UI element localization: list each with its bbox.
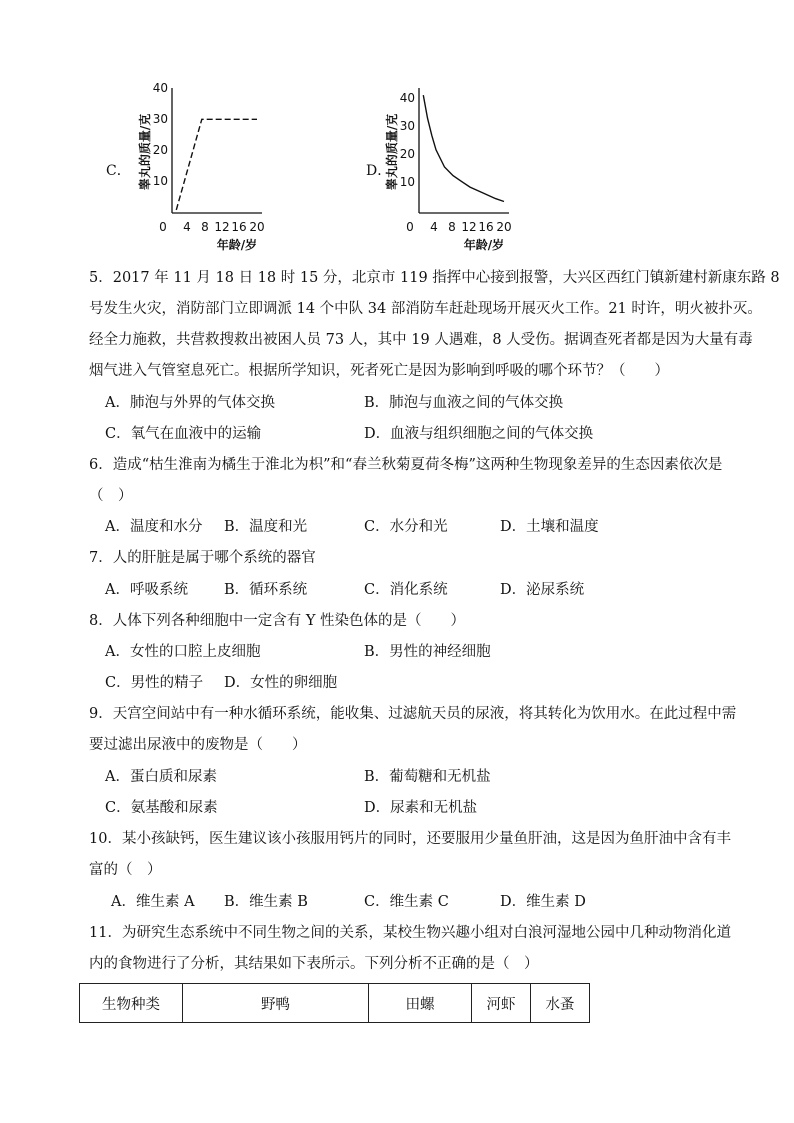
chart-c-ytick: 10 <box>152 174 168 188</box>
q7-option-a[interactable]: A．呼吸系统 <box>105 582 188 598</box>
q8-option-b[interactable]: B．男性的神经细胞 <box>364 644 491 660</box>
chart-d <box>382 80 532 255</box>
q7-line: 7．人的肝脏是属于哪个系统的器官 <box>89 550 316 566</box>
table-header-cell: 河虾 <box>472 984 531 1023</box>
q9-line: 9．天宫空间站中有一种水循环系统，能收集、过滤航天员的尿液，将其转化为饮用水。在此过程中需 <box>89 706 737 722</box>
chart-c-ytick: 20 <box>152 143 168 157</box>
q7-option-d[interactable]: D．泌尿系统 <box>500 582 585 598</box>
chart-d-curve <box>423 95 504 201</box>
q5-line: 号发生火灾，消防部门立即调派 14 个中队 34 部消防车赶赴现场开展灭火工作。21 时许，明火被扑灭。 <box>89 301 762 317</box>
q6-line: （ ） <box>89 488 133 504</box>
chart-c-xtick: 20 <box>249 220 265 234</box>
chart-c-xtick: 12 <box>214 220 230 234</box>
q8-option-d[interactable]: D．女性的卵细胞 <box>224 675 338 691</box>
chart-c-xtick: 8 <box>201 220 209 234</box>
chart-c-ylabel: 睾丸的质量/克 <box>138 113 152 191</box>
q5-option-a[interactable]: A．肺泡与外界的气体交换 <box>105 395 275 411</box>
q8-line: 8．人体下列各种细胞中一定含有 Y 性染色体的是（ ） <box>89 613 466 629</box>
q9-option-b[interactable]: B．葡萄糖和无机盐 <box>364 769 491 785</box>
q5-option-b[interactable]: B．肺泡与血液之间的气体交换 <box>364 395 564 411</box>
q7-option-b[interactable]: B．循环系统 <box>224 582 308 598</box>
q5-option-d[interactable]: D．血液与组织细胞之间的气体交换 <box>364 426 594 442</box>
table-header-cell: 野鸭 <box>183 984 369 1023</box>
table-header-cell: 生物种类 <box>80 984 183 1023</box>
chart-d-ytick: 40 <box>399 91 415 105</box>
chart-c-xtick: 4 <box>183 220 191 234</box>
chart-d-ytick: 30 <box>399 119 415 133</box>
q10-line: 10．某小孩缺钙，医生建议该小孩服用钙片的同时，还要服用少量鱼肝油，这是因为鱼肝油中含有丰 <box>89 831 731 847</box>
chart-d-label: D． <box>366 163 392 179</box>
chart-d-xtick: 4 <box>430 220 438 234</box>
chart-d-xtick: 20 <box>496 220 512 234</box>
chart-c-line <box>176 119 257 210</box>
q8-option-c[interactable]: C．男性的精子 <box>105 675 204 691</box>
q10-option-a[interactable]: A．维生素 A <box>111 894 195 910</box>
q8-option-a[interactable]: A．女性的口腔上皮细胞 <box>105 644 261 660</box>
q9-option-d[interactable]: D．尿素和无机盐 <box>364 800 478 816</box>
q10-line: 富的（ ） <box>89 862 162 878</box>
q5-line: 经全力施救，共营救搜救出被困人员 73 人，其中 19 人遇难，8 人受伤。据调查死者都是因为大量有毒 <box>89 332 753 348</box>
q6-option-c[interactable]: C．水分和光 <box>364 519 448 535</box>
q6-line: 6．造成“枯生淮南为橘生于淮北为枳”和“春兰秋菊夏荷冬梅”这两种生物现象差异的生态因素依次是 <box>89 457 723 473</box>
chart-d-origin: 0 <box>406 220 414 234</box>
chart-d-xtick: 16 <box>478 220 494 234</box>
chart-c-ytick: 30 <box>152 112 168 126</box>
table-header-cell: 田螺 <box>369 984 472 1023</box>
q11-line: 内的食物进行了分析，其结果如下表所示。下列分析不正确的是（ ） <box>89 956 539 972</box>
q6-option-d[interactable]: D．土壤和温度 <box>500 519 599 535</box>
table-row <box>80 984 590 1023</box>
q9-line: 要过滤出尿液中的废物是（ ） <box>89 737 307 753</box>
q10-option-d[interactable]: D．维生素 D <box>500 894 586 910</box>
chart-c <box>135 80 285 255</box>
table-header-cell: 水蚤 <box>531 984 590 1023</box>
chart-c-xtick: 16 <box>231 220 247 234</box>
q10-option-b[interactable]: B．维生素 B <box>224 894 308 910</box>
q6-option-b[interactable]: B．温度和光 <box>224 519 308 535</box>
chart-c-xlabel: 年龄/岁 <box>216 238 258 252</box>
q5-line: 烟气进入气管窒息死亡。根据所学知识，死者死亡是因为影响到呼吸的哪个环节？（ ） <box>89 363 669 379</box>
q11-line: 11．为研究生态系统中不同生物之间的关系，某校生物兴趣小组对白浪河湿地公园中几种动物消化道 <box>89 925 731 941</box>
q5-line: 5．2017 年 11 月 18 日 18 时 15 分，北京市 119 指挥中心接到报警，大兴区西红门镇新建村新康东路 8 <box>89 270 780 286</box>
q6-option-a[interactable]: A．温度和水分 <box>105 519 203 535</box>
q10-option-c[interactable]: C．维生素 C <box>364 894 449 910</box>
organism-table <box>79 983 590 1023</box>
q9-option-a[interactable]: A．蛋白质和尿素 <box>105 769 217 785</box>
q9-option-c[interactable]: C．氨基酸和尿素 <box>105 800 218 816</box>
chart-c-ytick: 40 <box>152 81 168 95</box>
chart-c-label: C． <box>106 163 131 179</box>
chart-d-ylabel: 睾丸的质量/克 <box>385 113 399 191</box>
chart-c-origin: 0 <box>159 220 167 234</box>
chart-d-ytick: 20 <box>399 147 415 161</box>
chart-d-ytick: 10 <box>399 175 415 189</box>
chart-d-xlabel: 年龄/岁 <box>463 238 505 252</box>
q7-option-c[interactable]: C．消化系统 <box>364 582 448 598</box>
chart-d-xtick: 8 <box>448 220 456 234</box>
chart-d-xtick: 12 <box>461 220 477 234</box>
q5-option-c[interactable]: C．氧气在血液中的运输 <box>105 426 262 442</box>
